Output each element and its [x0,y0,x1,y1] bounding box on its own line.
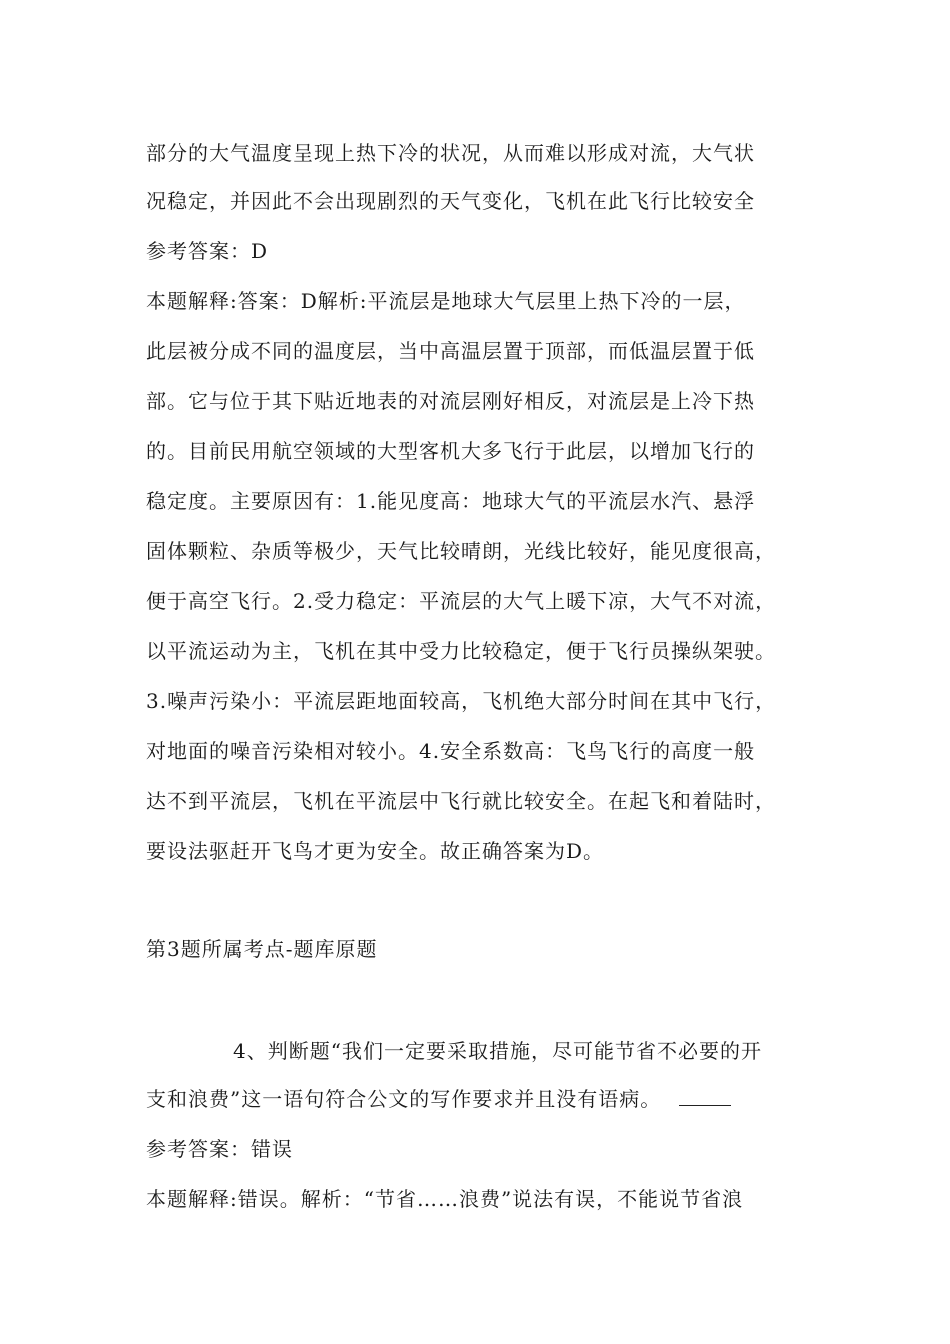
q4-explanation-line-1: 本题解释:错误。解析：“节省……浪费”说法有误，不能说节省浪 [146,1187,744,1211]
q2-explanation-line-8: 以平流运动为主，飞机在其中受力比较稳定，便于飞行员操纵架驶。 [146,639,776,663]
q2-explanation-line-12: 要设法驱赶开飞鸟才更为安全。故正确答案为D。 [146,839,605,863]
q2-explanation-line-5: 稳定度。主要原因有：1.能见度高：地球大气的平流层水汽、悬浮 [146,489,756,513]
q2-explanation-line-4: 的。目前民用航空领域的大型客机大多飞行于此层，以增加飞行的 [146,439,755,463]
q4-question-line-1: 4、判断题“我们一定要采取措施，尽可能节省不必要的开 [233,1039,762,1063]
q4-question-line-2 [146,1085,731,1113]
q2-text-line-2: 况稳定，并因此不会出现剧烈的天气变化，飞机在此飞行比较安全 [146,189,755,213]
q2-explanation-line-1: 本题解释:答案：D解析:平流层是地球大气层里上热下冷的一层， [146,289,746,313]
q2-explanation-line-10: 对地面的噪音污染相对较小。4.安全系数高：飞鸟飞行的高度一般 [146,739,756,763]
q3-source-label: 第3题所属考点-题库原题 [146,937,378,961]
q2-explanation-line-6: 固体颗粒、杂质等极少，天气比较晴朗，光线比较好，能见度很高， [146,539,776,563]
answer-blank [679,1087,731,1106]
q2-explanation-line-7: 便于高空飞行。2.受力稳定：平流层的大气上暖下凉，大气不对流， [146,589,777,613]
q2-explanation-line-11: 达不到平流层，飞机在平流层中飞行就比较安全。在起飞和着陆时， [146,789,776,813]
q2-explanation-line-3: 部。它与位于其下贴近地表的对流层刚好相反，对流层是上冷下热 [146,389,755,413]
q2-explanation-line-2: 此层被分成不同的温度层，当中高温层置于顶部，而低温层置于低 [146,339,755,363]
q2-text-line-1: 部分的大气温度呈现上热下冷的状况，从而难以形成对流，大气状 [146,141,755,165]
q4-answer: 参考答案：错误 [146,1137,293,1161]
q4-question-text: 支和浪费”这一语句符合公文的写作要求并且没有语病。 [146,1087,662,1111]
q2-explanation-line-9: 3.噪声污染小：平流层距地面较高，飞机绝大部分时间在其中飞行， [146,689,777,713]
q2-answer: 参考答案：D [146,239,269,263]
